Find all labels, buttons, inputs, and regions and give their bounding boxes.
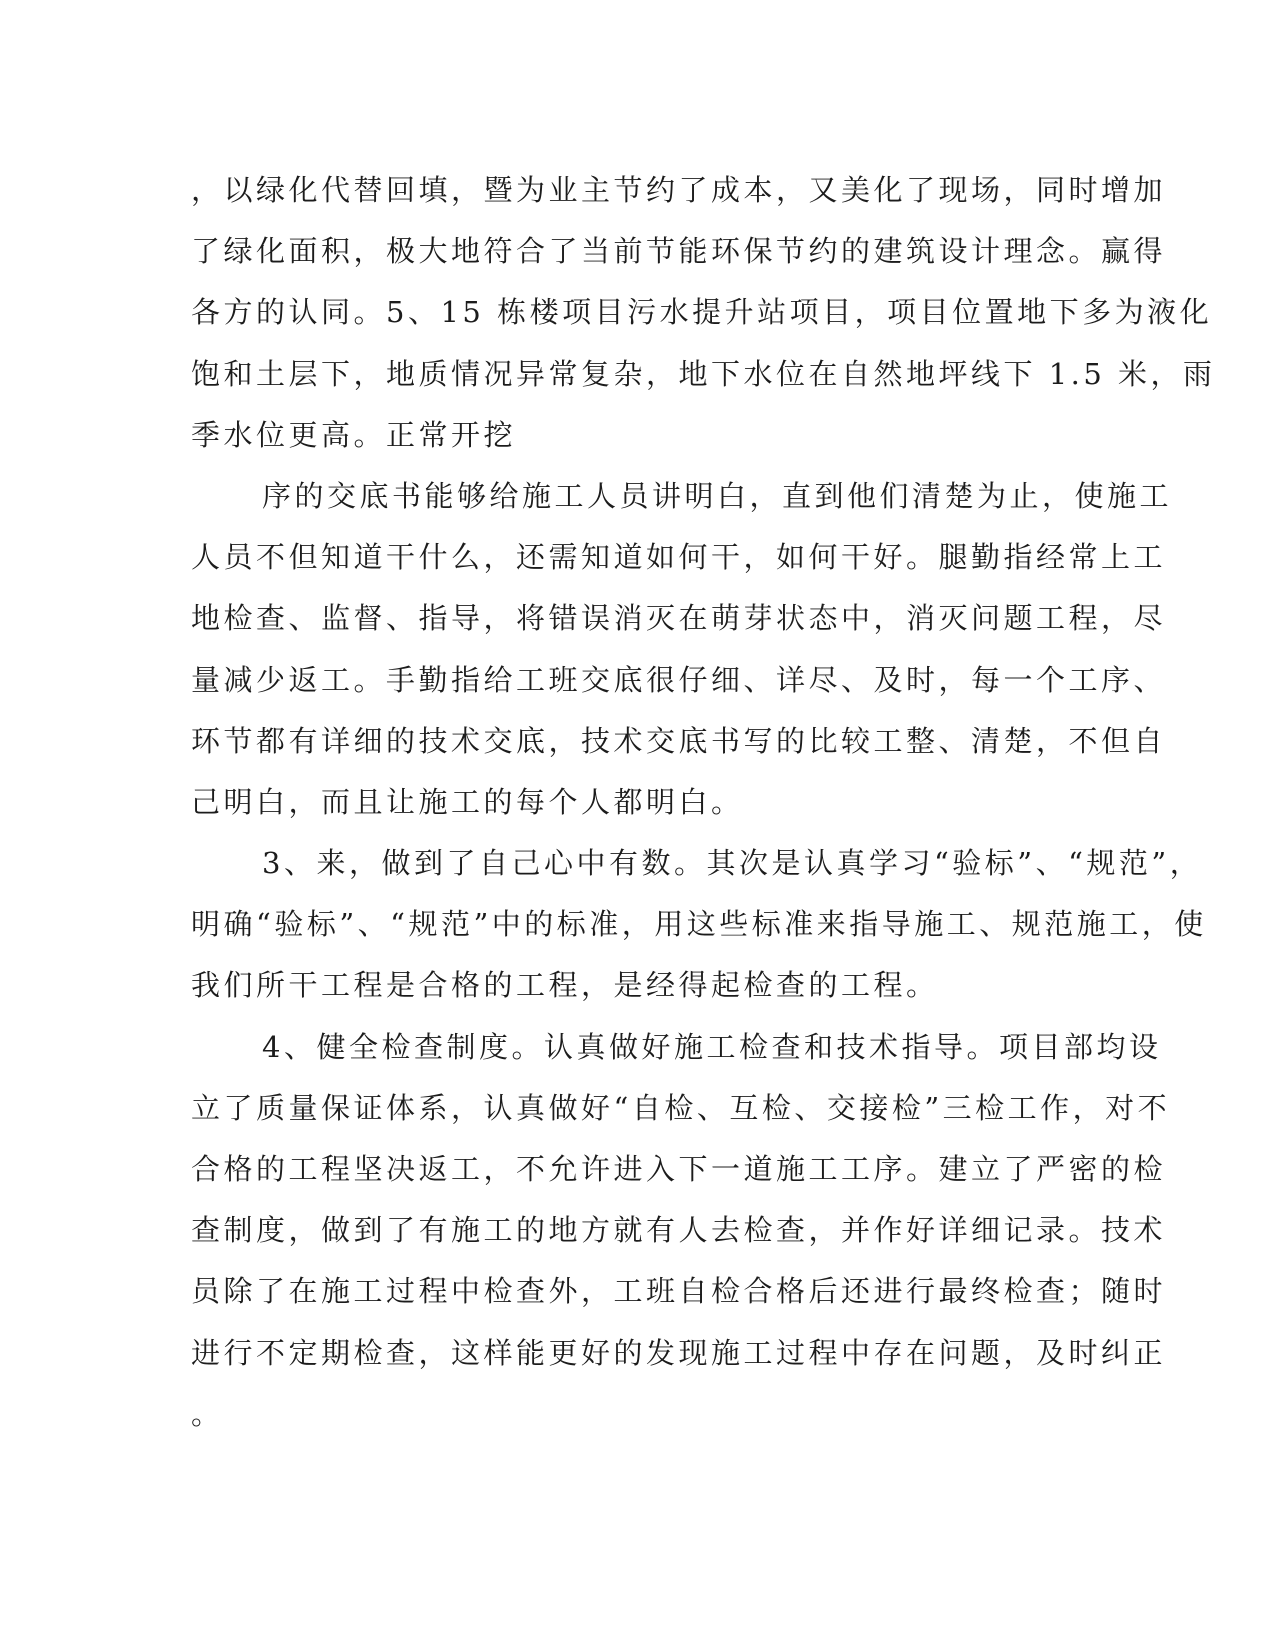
text-line: 人员不但知道干什么，还需知道如何干，如何干好。腿勤指经常上工 — [191, 540, 1167, 575]
text-line: 量减少返工。手勤指给工班交底很仔细、详尽、及时，每一个工序、 — [191, 662, 1167, 697]
text-line: 季水位更高。正常开挖 — [191, 417, 517, 452]
text-line: 4、健全检查制度。认真做好施工检查和技术指导。项目部均设 — [262, 1029, 1162, 1064]
text-line: 饱和土层下，地质情况异常复杂，地下水位在自然地坪线下 1.5 米，雨 — [191, 356, 1216, 391]
text-line: 序的交底书能够给施工人员讲明白，直到他们清楚为止，使施工 — [262, 478, 1173, 513]
text-line: 进行不定期检查，这样能更好的发现施工过程中存在问题，及时纠正 — [191, 1335, 1167, 1370]
text-line: 。 — [191, 1396, 224, 1431]
text-line: 各方的认同。5、15 栋楼项目污水提升站项目，项目位置地下多为液化 — [191, 295, 1213, 330]
text-line: 查制度，做到了有施工的地方就有人去检查，并作好详细记录。技术 — [191, 1213, 1167, 1248]
text-line: 3、来，做到了自己心中有数。其次是认真学习“验标”、“规范”， — [262, 846, 1203, 881]
paragraph — [191, 160, 1216, 466]
text-line: 员除了在施工过程中检查外，工班自检合格后还进行最终检查；随时 — [191, 1274, 1167, 1309]
text-line: 环节都有详细的技术交底，技术交底书写的比较工整、清楚，不但自 — [191, 723, 1167, 758]
text-line: 合格的工程坚决返工，不允许进入下一道施工工序。建立了严密的检 — [191, 1152, 1167, 1186]
text-line: 明确“验标”、“规范”中的标准，用这些标准来指导施工、规范施工，使 — [191, 907, 1207, 942]
paragraph — [191, 466, 1173, 833]
text-line: 立了质量保证体系，认真做好“自检、互检、交接检”三检工作，对不 — [191, 1090, 1171, 1125]
paragraph — [191, 833, 1207, 1017]
text-line: 己明白，而且让施工的每个人都明白。 — [191, 784, 744, 819]
document-body — [191, 160, 1216, 1445]
text-line: 了绿化面积，极大地符合了当前节能环保节约的建筑设计理念。赢得 — [191, 234, 1167, 269]
text-line: 地检查、监督、指导，将错误消灭在萌芽状态中，消灭问题工程，尽 — [191, 601, 1167, 636]
text-line: ，以绿化代替回填，暨为业主节约了成本，又美化了现场，同时增加 — [191, 173, 1167, 207]
text-line: 我们所干工程是合格的工程，是经得起检查的工程。 — [191, 968, 939, 1003]
paragraph — [191, 1017, 1171, 1445]
